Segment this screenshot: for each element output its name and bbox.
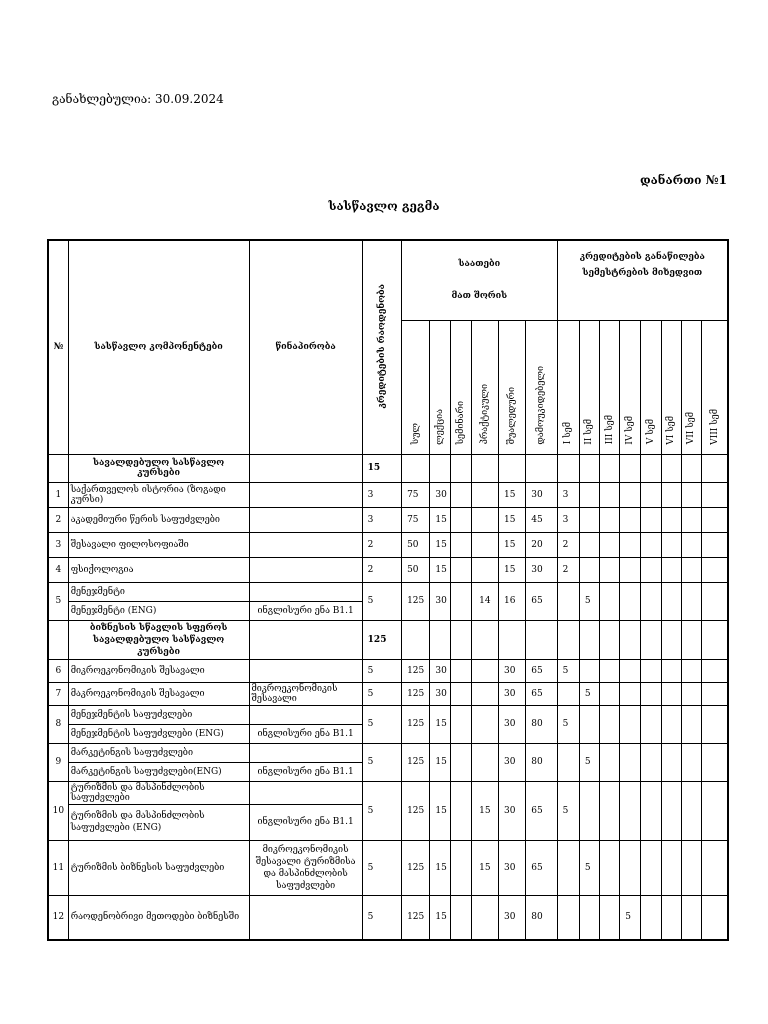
- annex-label: დანართი №1: [640, 173, 728, 187]
- section-title: სავალდებულო სასწავლო კურსები: [68, 454, 249, 482]
- section-title: ბიზნესის სწავლის სფეროს სავალდებულო სასწავლო კურსები: [68, 620, 249, 659]
- row-number: 4: [48, 557, 68, 582]
- course-name: შესავალი ფილოსოფიაში: [68, 532, 249, 557]
- header-seminar: სემინარი: [450, 320, 471, 454]
- sem-1-credits: 5: [557, 705, 579, 743]
- header-sem-7: VII სემ: [681, 320, 701, 454]
- credits: 3: [362, 482, 401, 507]
- independent: 80: [526, 705, 557, 743]
- row-number: 3: [48, 532, 68, 557]
- table-row: [48, 507, 728, 532]
- course-name-eng: მარკეტინგის საფუძვლები(ENG): [68, 762, 249, 781]
- lecture: 30: [430, 582, 450, 620]
- lecture: 15: [430, 557, 450, 582]
- header-practical: პრაქტიკული: [471, 320, 498, 454]
- midterm: 30: [499, 781, 526, 840]
- prerequisite: ინგლისური ენა B1.1: [249, 724, 362, 743]
- hours-total: 75: [402, 482, 430, 507]
- lecture: 30: [430, 659, 450, 682]
- row-number: 7: [48, 682, 68, 705]
- table-row: [48, 482, 728, 507]
- lecture: 15: [430, 781, 450, 840]
- row-number: 2: [48, 507, 68, 532]
- credits: 5: [362, 659, 401, 682]
- independent: 65: [526, 659, 557, 682]
- header-hours: [402, 240, 558, 320]
- table-row: [48, 781, 728, 804]
- independent: 80: [526, 743, 557, 781]
- practical: 15: [471, 781, 498, 840]
- sem-1-credits: 3: [557, 507, 579, 532]
- prerequisite: ინგლისური ენა B1.1: [249, 804, 362, 840]
- prerequisite: მიკროეკონომიკის შესავალი ტურიზმისა და მასპინძლობის საფუძვლები: [249, 840, 362, 895]
- hours-total: 50: [402, 557, 430, 582]
- midterm: 30: [499, 659, 526, 682]
- table-row: [48, 840, 728, 895]
- course-name: ტურიზმის და მასპინძლობის საფუძვლები: [68, 781, 249, 804]
- header-sem-8: VIII სემ: [702, 320, 728, 454]
- midterm: 15: [499, 557, 526, 582]
- practical: 15: [471, 840, 498, 895]
- table-row: [48, 659, 728, 682]
- row-number: 9: [48, 743, 68, 781]
- course-name: ტურიზმის ბიზნესის საფუძვლები: [68, 840, 249, 895]
- credits: 5: [362, 582, 401, 620]
- lecture: 15: [430, 743, 450, 781]
- midterm: 15: [499, 482, 526, 507]
- hours-total: 125: [402, 781, 430, 840]
- hours-total: 125: [402, 840, 430, 895]
- credits: 5: [362, 705, 401, 743]
- course-name: მარკეტინგის საფუძვლები: [68, 743, 249, 762]
- midterm: 15: [499, 532, 526, 557]
- lecture: 30: [430, 682, 450, 705]
- header-independent: დამოუკიდებელი: [526, 320, 557, 454]
- table-row: [48, 582, 728, 601]
- table-row: [48, 705, 728, 724]
- hours-total: 125: [402, 743, 430, 781]
- section-credits: 15: [362, 454, 401, 482]
- row-number: 5: [48, 582, 68, 620]
- lecture: 15: [430, 840, 450, 895]
- sem-1-credits: 5: [557, 659, 579, 682]
- header-sem-5: V სემ: [641, 320, 661, 454]
- header-hours-total: სულ: [402, 320, 430, 454]
- updated-date: განახლებულია: 30.09.2024: [52, 92, 224, 106]
- course-name: მენეჯმენტი: [68, 582, 249, 601]
- course-name: აკადემიური წერის საფუძვლები: [68, 507, 249, 532]
- header-credits: კრედიტების რაოდენობა: [362, 240, 401, 454]
- hours-total: 75: [402, 507, 430, 532]
- row-number: 1: [48, 482, 68, 507]
- sem-1-credits: 2: [557, 532, 579, 557]
- midterm: 15: [499, 507, 526, 532]
- header-among-them: მათ შორის: [451, 291, 508, 302]
- header-sem-1: I სემ: [557, 320, 579, 454]
- independent: 30: [526, 557, 557, 582]
- hours-total: 50: [402, 532, 430, 557]
- credits: 2: [362, 532, 401, 557]
- table-row: [48, 743, 728, 762]
- header-sem-2: II სემ: [579, 320, 599, 454]
- course-name-eng: მენეჯმენტი (ENG): [68, 601, 249, 620]
- hours-total: 125: [402, 582, 430, 620]
- header-components: სასწავლო კომპონენტები: [68, 240, 249, 454]
- independent: 30: [526, 482, 557, 507]
- table-row: [48, 532, 728, 557]
- course-name: ფსიქოლოგია: [68, 557, 249, 582]
- midterm: 30: [499, 840, 526, 895]
- sem-4-credits: 5: [620, 895, 641, 940]
- credits: 2: [362, 557, 401, 582]
- row-number: 11: [48, 840, 68, 895]
- credit-distribution-line2: სემესტრების მიხედვით: [582, 268, 703, 279]
- independent: 65: [526, 781, 557, 840]
- credits: 5: [362, 743, 401, 781]
- credits: 5: [362, 895, 401, 940]
- practical: 14: [471, 582, 498, 620]
- course-name: მიკროეკონომიკის შესავალი: [68, 659, 249, 682]
- table-row: [48, 557, 728, 582]
- midterm: 30: [499, 705, 526, 743]
- header-hours-label: საათები: [458, 259, 501, 270]
- document-title: სასწავლო გეგმა: [328, 199, 440, 213]
- independent: 20: [526, 532, 557, 557]
- table-row: [48, 895, 728, 940]
- independent: 80: [526, 895, 557, 940]
- course-name-eng: მენეჯმენტის საფუძვლები (ENG): [68, 724, 249, 743]
- lecture: 15: [430, 532, 450, 557]
- sem-2-credits: 5: [579, 682, 599, 705]
- independent: 65: [526, 840, 557, 895]
- header-midterm: შუალედური: [499, 320, 526, 454]
- midterm: 16: [499, 582, 526, 620]
- hours-total: 125: [402, 682, 430, 705]
- row-number: 8: [48, 705, 68, 743]
- hours-total: 125: [402, 705, 430, 743]
- course-name: მაკროეკონომიკის შესავალი: [68, 682, 249, 705]
- prerequisite: მიკროეკონომიკის შესავალი: [249, 682, 362, 705]
- sem-1-credits: 5: [557, 781, 579, 840]
- credits: 5: [362, 840, 401, 895]
- credits: 3: [362, 507, 401, 532]
- header-sem-4: IV სემ: [620, 320, 641, 454]
- course-name: საქართველოს ისტორია (ზოგადი კურსი): [68, 482, 249, 507]
- course-name-eng: ტურიზმის და მასპინძლობის საფუძვლები (ENG): [68, 804, 249, 840]
- header-number: №: [48, 240, 68, 454]
- header-prerequisite: წინაპირობა: [249, 240, 362, 454]
- section-row: [48, 620, 728, 659]
- hours-total: 125: [402, 659, 430, 682]
- sem-2-credits: 5: [579, 840, 599, 895]
- sem-2-credits: 5: [579, 743, 599, 781]
- lecture: 30: [430, 482, 450, 507]
- lecture: 15: [430, 895, 450, 940]
- course-name: მენეჯმენტის საფუძვლები: [68, 705, 249, 724]
- header-lecture: ლექცია: [430, 320, 450, 454]
- header-credit-distribution: [557, 240, 728, 320]
- independent: 65: [526, 582, 557, 620]
- hours-total: 125: [402, 895, 430, 940]
- credits: 5: [362, 682, 401, 705]
- independent: 65: [526, 682, 557, 705]
- course-name: რაოდენობრივი მეთოდები ბიზნესში: [68, 895, 249, 940]
- header-sem-6: VI სემ: [661, 320, 681, 454]
- curriculum-table: [47, 239, 729, 941]
- midterm: 30: [499, 682, 526, 705]
- sem-1-credits: 2: [557, 557, 579, 582]
- lecture: 15: [430, 705, 450, 743]
- prerequisite: ინგლისური ენა B1.1: [249, 762, 362, 781]
- row-number: 10: [48, 781, 68, 840]
- section-row: [48, 454, 728, 482]
- midterm: 30: [499, 895, 526, 940]
- credit-distribution-line1: კრედიტების განაწილება: [579, 252, 705, 263]
- sem-1-credits: 3: [557, 482, 579, 507]
- prerequisite: ინგლისური ენა B1.1: [249, 601, 362, 620]
- table-row: [48, 682, 728, 705]
- lecture: 15: [430, 507, 450, 532]
- midterm: 30: [499, 743, 526, 781]
- section-credits: 125: [362, 620, 401, 659]
- independent: 45: [526, 507, 557, 532]
- header-sem-3: III სემ: [600, 320, 620, 454]
- sem-2-credits: 5: [579, 582, 599, 620]
- credits: 5: [362, 781, 401, 840]
- row-number: 6: [48, 659, 68, 682]
- row-number: 12: [48, 895, 68, 940]
